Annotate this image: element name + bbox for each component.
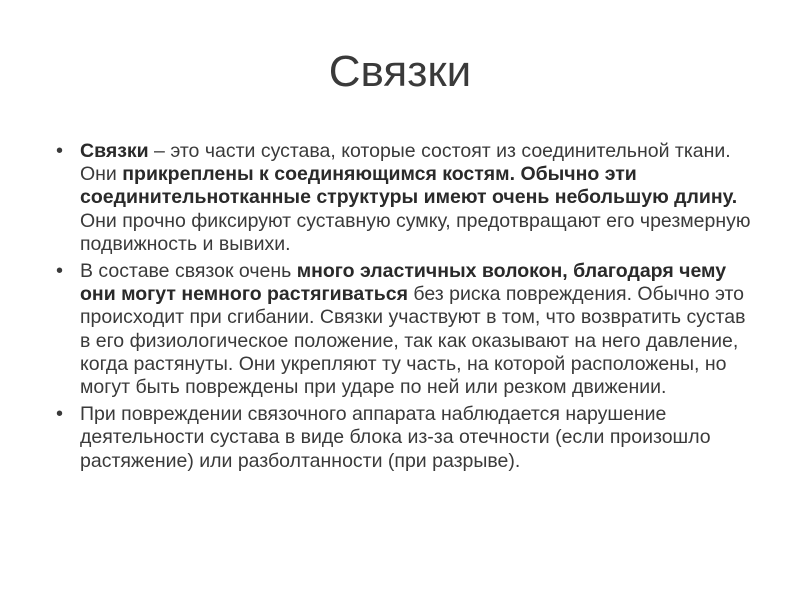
bullet-text-bold: много эластичных волокон, благодаря чему они могут немного растягиваться (80, 260, 727, 306)
bullet-text: При повреждении связочного аппарата наблюдается нарушение деятельности сустава в виде блока из-за отечности (если произошло растяжение) или разболтанности (при разрыве). (80, 403, 711, 472)
bullet-text-bold: Связки (80, 140, 149, 162)
slide-title: Связки (328, 47, 472, 96)
bullet-text-bold: прикреплены к соединяющимся костям. Обычно эти соединительнотканные структуры имеют очень небольшую длину. (80, 163, 738, 209)
bullet-list (56, 140, 756, 477)
bullet-text: – это части сустава, которые состоят из соединительной ткани. Они (80, 140, 731, 186)
bullet-item (56, 140, 756, 256)
bullet-item (56, 403, 756, 473)
bullet-text: В составе связок очень (80, 260, 297, 283)
bullet-text: Они прочно фиксируют суставную сумку, предотвращают его чрезмерную подвижность и вывихи. (80, 209, 751, 255)
bullet-item (56, 260, 756, 399)
bullet-text: без риска повреждения. Обычно это происходит при сгибании. Связки участвуют в том, что возвратить сустав в его физиологическое положение, так как оказывают на него давление, когда растянуты. Они укрепляют ту часть, на которой расположены, но могут быть повреждены при ударе по ней или резком движении. (80, 283, 746, 399)
